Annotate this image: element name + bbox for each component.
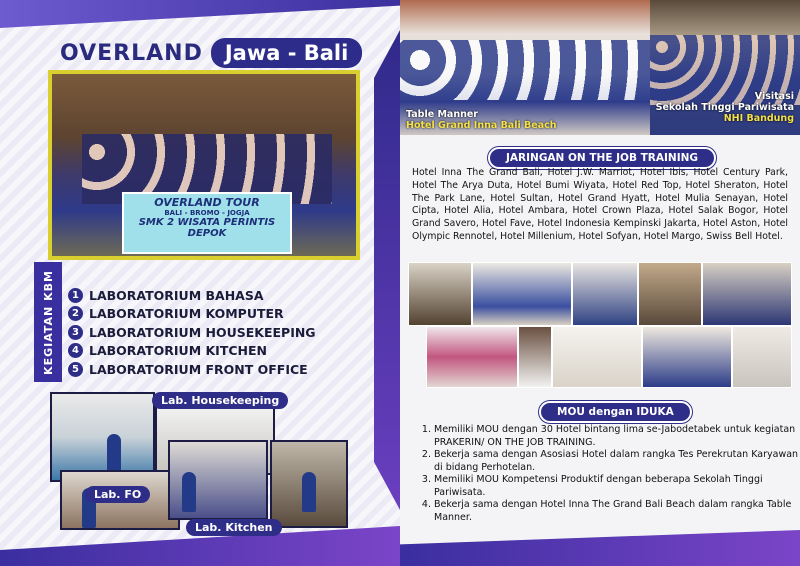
kegiatan-kbm-label <box>34 262 62 382</box>
student-figure <box>107 434 121 474</box>
lab-label: LABORATORIUM BAHASA <box>89 287 264 303</box>
lab-label: LABORATORIUM KOMPUTER <box>89 306 284 322</box>
lab-label: LABORATORIUM FRONT OFFICE <box>89 361 308 377</box>
mou-item: 2. Bekerja sama dengan Asosiasi Hotel dalam rangka Tes Perekrutan Karyawan di bidang Perhotelan. <box>434 449 800 474</box>
housekeeping-photo <box>50 392 155 482</box>
visitasi-line-3: NHI Bandung <box>723 113 794 124</box>
kitchen-photo <box>168 440 268 520</box>
training-photo <box>472 262 572 326</box>
training-photo <box>642 326 732 388</box>
lab-item <box>68 360 316 379</box>
lab-item <box>68 342 316 361</box>
lab-item <box>68 286 316 305</box>
label-lab-kitchen: Lab. Kitchen <box>186 519 282 536</box>
training-photo <box>426 326 518 388</box>
student-figure <box>182 472 196 512</box>
visitasi-caption <box>656 91 794 124</box>
title-overland: OVERLAND <box>60 40 203 66</box>
kitchen-photo-2 <box>270 440 348 528</box>
training-photo <box>572 262 638 326</box>
overland-group-photo <box>48 70 360 260</box>
lab-number: 3 <box>68 325 83 340</box>
overland-banner <box>122 192 292 254</box>
kegiatan-kbm-text: KEGIATAN KBM <box>41 269 55 375</box>
training-photo <box>638 262 702 326</box>
lab-number: 1 <box>68 288 83 303</box>
visitasi-photo <box>650 0 800 135</box>
lab-number: 2 <box>68 306 83 321</box>
training-photo <box>518 326 552 388</box>
banquet-tables <box>400 40 650 100</box>
table-manner-line-2: Hotel Grand Inna Bali Beach <box>406 120 557 131</box>
lab-number: 5 <box>68 362 83 377</box>
mou-item: 4. Bekerja sama dengan Hotel Inna The Grand Bali Beach dalam rangka Table Manner. <box>434 499 800 524</box>
hotel-network-text: Hotel Inna The Grand Bali, Hotel J.W. Marriot, Hotel Ibis, Hotel Century Park, Hotel The Arya Duta, Hotel Bumi Wiyata, Hotel Red Top, Hotel Sheraton, Hotel The Park Lane, Hotel Sultan, Hotel Grand Hyatt, Hotel Mulia Senayan, Hotel Cipta, Hotel Alia, Hotel Ambara, Hotel Crown Plaza, Hotel Salak Bogor, Hotel Grand Savero, Hotel Fave, Hotel Indonesia Kempinski Jakarta, Hotel Aston, Hotel Olympic Rennotel, Hotel Millenium, Hotel Sofyan, Hotel Margo, Swiss Bell Hotel. <box>412 167 788 242</box>
student-figure <box>302 472 316 512</box>
label-lab-housekeeping: Lab. Housekeeping <box>152 392 288 409</box>
training-photo <box>702 262 792 326</box>
table-manner-photo <box>400 0 650 135</box>
label-lab-fo: Lab. FO <box>85 486 150 503</box>
lab-number: 4 <box>68 343 83 358</box>
banner-line-1: OVERLAND TOUR <box>154 196 260 209</box>
training-photo <box>552 326 642 388</box>
lab-label: LABORATORIUM KITCHEN <box>89 343 267 359</box>
lab-list <box>68 286 316 379</box>
mou-item: 3. Memiliki MOU Kompetensi Produktif dengan beberapa Sekolah Tinggi Pariwisata. <box>434 474 800 499</box>
title-pill-jawa-bali: Jawa - Bali <box>211 38 362 68</box>
training-photo <box>408 262 472 326</box>
mou-list <box>416 424 800 524</box>
banner-line-2: BALI - BROMO - JOGJA <box>164 209 250 217</box>
banner-line-3: SMK 2 WISATA PERINTIS DEPOK <box>138 217 276 239</box>
decorative-band-top <box>0 0 400 28</box>
training-photo <box>732 326 792 388</box>
jaringan-heading: JARINGAN ON THE JOB TRAINING <box>488 147 716 169</box>
lab-item <box>68 305 316 324</box>
lab-item <box>68 323 316 342</box>
mou-heading: MOU dengan IDUKA <box>539 401 692 423</box>
visitasi-line-1: Visitasi <box>754 91 794 102</box>
lab-label: LABORATORIUM HOUSEKEEPING <box>89 324 316 340</box>
decorative-band-right <box>374 30 400 510</box>
table-manner-line-1: Table Manner <box>406 109 478 120</box>
overland-title <box>60 38 362 68</box>
decorative-band-bottom-right <box>400 530 800 566</box>
mou-item: 1. Memiliki MOU dengan 30 Hotel bintang lima se-Jabodetabek untuk kegiatan PRAKERIN/ ON THE JOB TRAINING. <box>434 424 800 449</box>
table-manner-caption <box>406 109 557 131</box>
visitasi-line-2: Sekolah Tinggi Pariwisata <box>655 102 794 113</box>
right-panel <box>400 0 800 566</box>
